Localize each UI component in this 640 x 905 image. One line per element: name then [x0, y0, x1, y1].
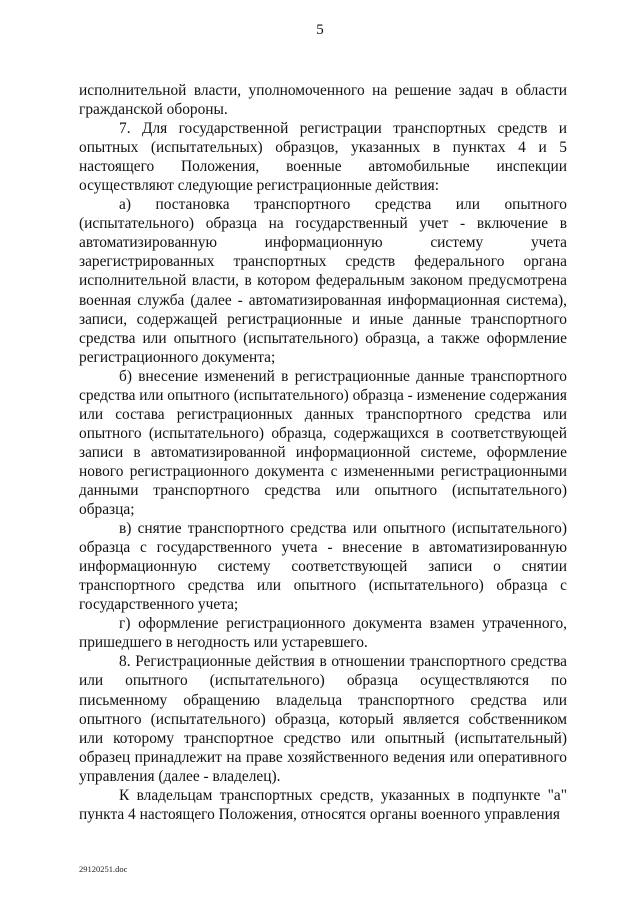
paragraph-continuation: исполнительной власти, уполномоченного на решение задач в области гражданской обороны.	[79, 82, 567, 119]
footer-filename: 29120251.doc	[79, 864, 128, 874]
paragraph-item-7: 7. Для государственной регистрации транспортных средств и опытных (испытательных) образцов, указанных в пунктах 4 и 5 настоящего Положения, военные автомобильные инспекции осуществляют следующие регистрационные действия:	[79, 120, 567, 195]
paragraph-subitem-g: г) оформление регистрационного документа взамен утраченного, пришедшего в негодность или устаревшего.	[79, 615, 567, 652]
paragraph-subitem-b: б) внесение изменений в регистрационные данные транспортного средства или опытного (испытательного) образца - изменение содержания или состава регистрационных данных транспортного средства или опытного (испытательного) образца, содержащихся в соответствующей записи в автоматизированной информационной системе, оформление нового регистрационного документа с измененными регистрационными данными транспортного средства или опытного (испытательного) образца;	[79, 367, 567, 519]
paragraph-item-8: 8. Регистрационные действия в отношении транспортного средства или опытного (испытательного) образца осуществляются по письменному обращению владельца транспортного средства или опытного (испытательного) образца, который является собственником или которому транспортное средство или опытный (испытательный) образец принадлежит на праве хозяйственного ведения или оперативного управления (далее - владелец).	[79, 653, 567, 785]
page-number: 5	[316, 22, 324, 38]
paragraph-subitem-a: а) постановка транспортного средства или опытного (испытательного) образца на государственный учет - включение в автоматизированную информационную систему учета зарегистрированных транспортных средств федерального органа исполнительной власти, в котором федеральным законом предусмотрена военная служба (далее - автоматизированная информационная система), записи, содержащей регистрационные и иные данные транспортного средства или опытного (испытательного) образца, а также оформление регистрационного документа;	[79, 196, 567, 366]
paragraph-owners: К владельцам транспортных средств, указанных в подпункте "а" пункта 4 настоящего Положения, относятся органы военного управления	[79, 786, 567, 823]
paragraph-subitem-v: в) снятие транспортного средства или опытного (испытательного) образца с государственного учета - внесение в автоматизированную информационную систему соответствующей записи о снятии транспортного средства или опытного (испытательного) образца с государственного учета;	[79, 520, 567, 614]
document-body	[79, 81, 567, 824]
